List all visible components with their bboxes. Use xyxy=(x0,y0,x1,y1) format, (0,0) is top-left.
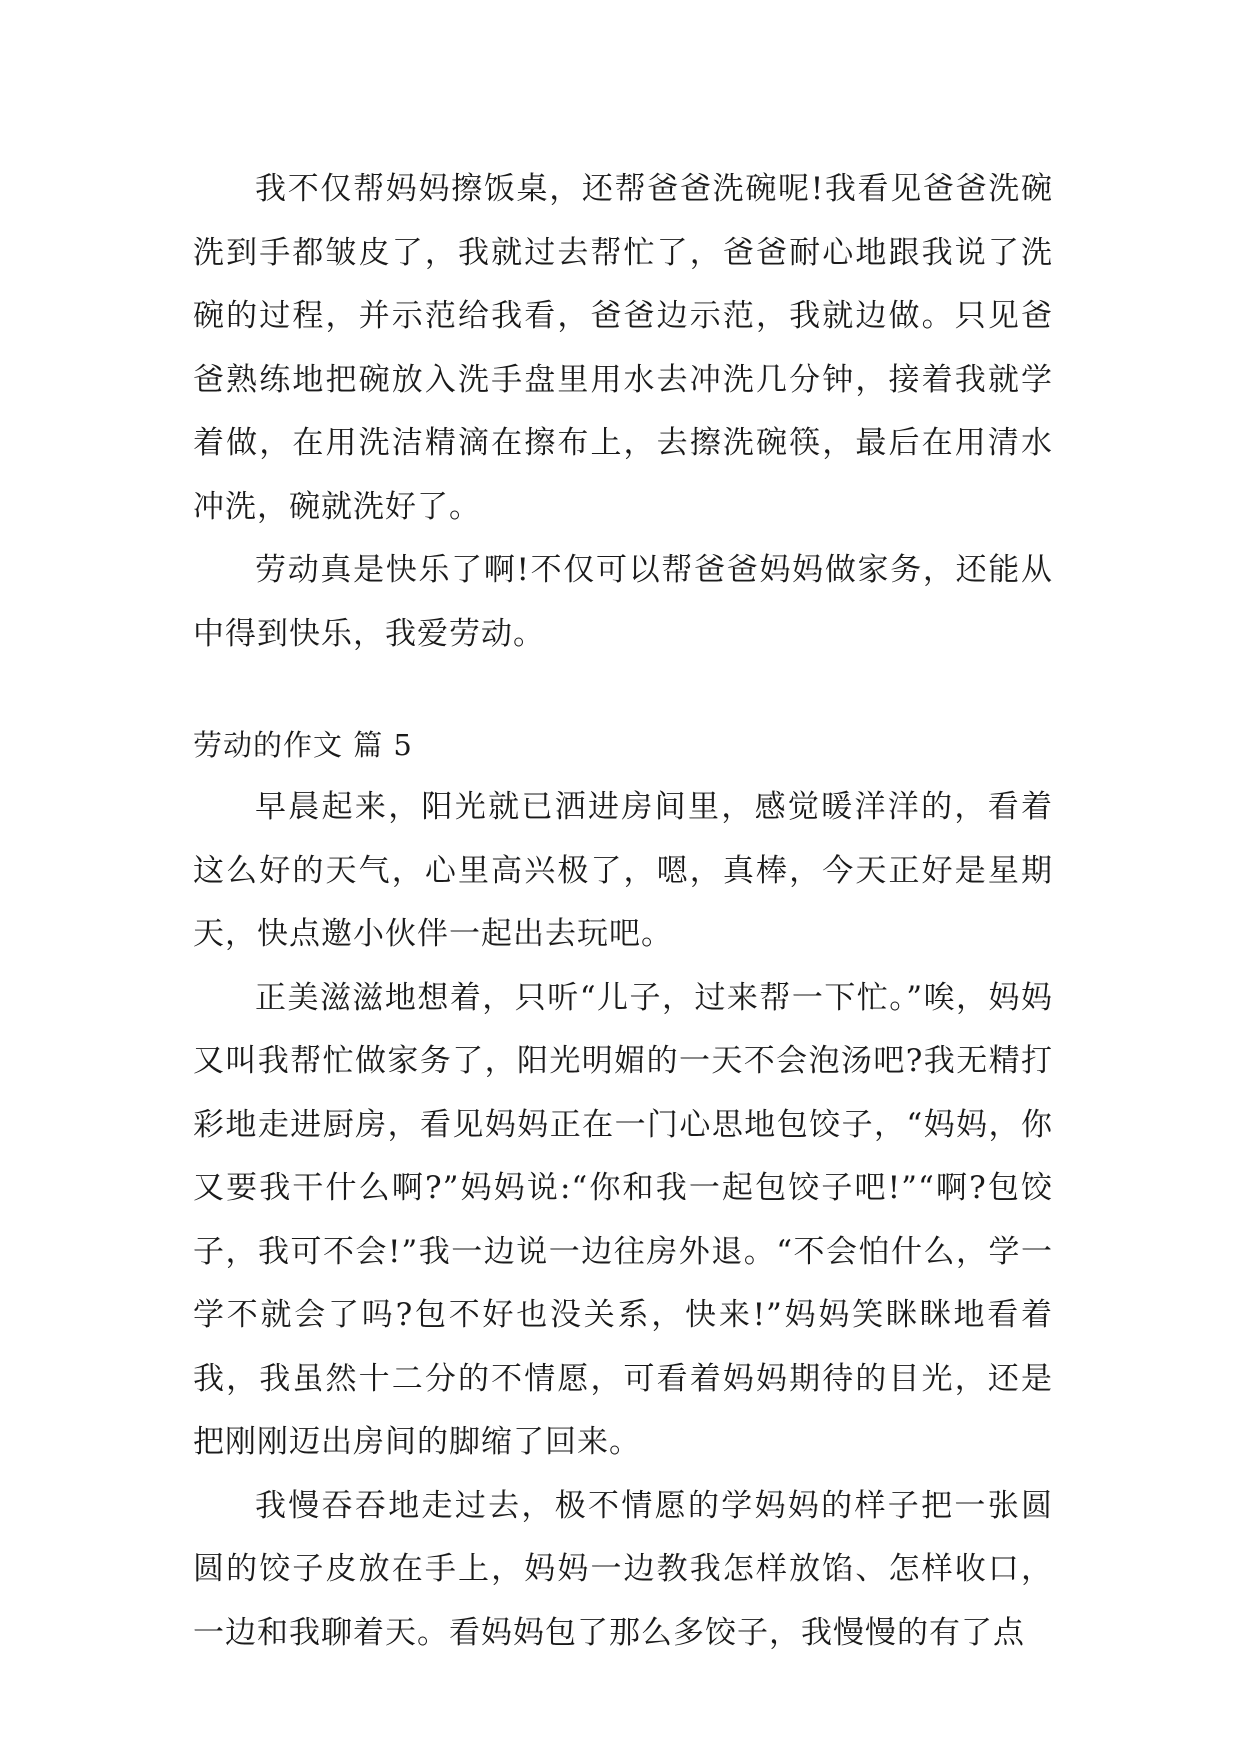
paragraph-joy-of-labor: 劳动真是快乐了啊!不仅可以帮爸爸妈妈做家务，还能从中得到快乐，我爱劳动。 xyxy=(193,552,1053,652)
paragraph-mother-calls: 正美滋滋地想着，只听“儿子，过来帮一下忙。”唉，妈妈又叫我帮忙做家务了，阳光明媚的一天不会泡汤吧?我无精打彩地走进厨房，看见妈妈正在一门心思地包饺子，“妈妈，你又要我干什么啊?”妈妈说:“你和我一起包饺子吧!”“啊?包饺子，我可不会!”我一边说一边往房外退。“不会怕什么，学一学不就会了吗?包不好也没关系，快来!”妈妈笑眯眯地看着我，我虽然十二分的不情愿，可看着妈妈期待的目光，还是把刚刚迈出房间的脚缩了回来。 xyxy=(193,979,1053,1460)
paragraph-making-dumplings: 我慢吞吞地走过去，极不情愿的学妈妈的样子把一张圆圆的饺子皮放在手上，妈妈一边教我怎样放馅、怎样收口，一边和我聊着天。看妈妈包了那么多饺子，我慢慢的有了点 xyxy=(193,1487,1053,1651)
paragraph-washing-dishes: 我不仅帮妈妈擦饭桌，还帮爸爸洗碗呢!我看见爸爸洗碗洗到手都皱皮了，我就过去帮忙了，爸爸耐心地跟我说了洗碗的过程，并示范给我看，爸爸边示范，我就边做。只见爸爸熟练地把碗放入洗手盘里用水去冲洗几分钟，接着我就学着做，在用洗洁精滴在擦布上，去擦洗碗筷，最后在用清水冲洗，碗就洗好了。 xyxy=(193,171,1053,525)
section-heading: 劳动的作文 篇 5 xyxy=(193,728,413,762)
document-body xyxy=(193,158,1053,1665)
paragraph-morning: 早晨起来，阳光就已洒进房间里，感觉暖洋洋的，看着这么好的天气，心里高兴极了，嗯，真棒，今天正好是星期天，快点邀小伙伴一起出去玩吧。 xyxy=(193,789,1053,952)
